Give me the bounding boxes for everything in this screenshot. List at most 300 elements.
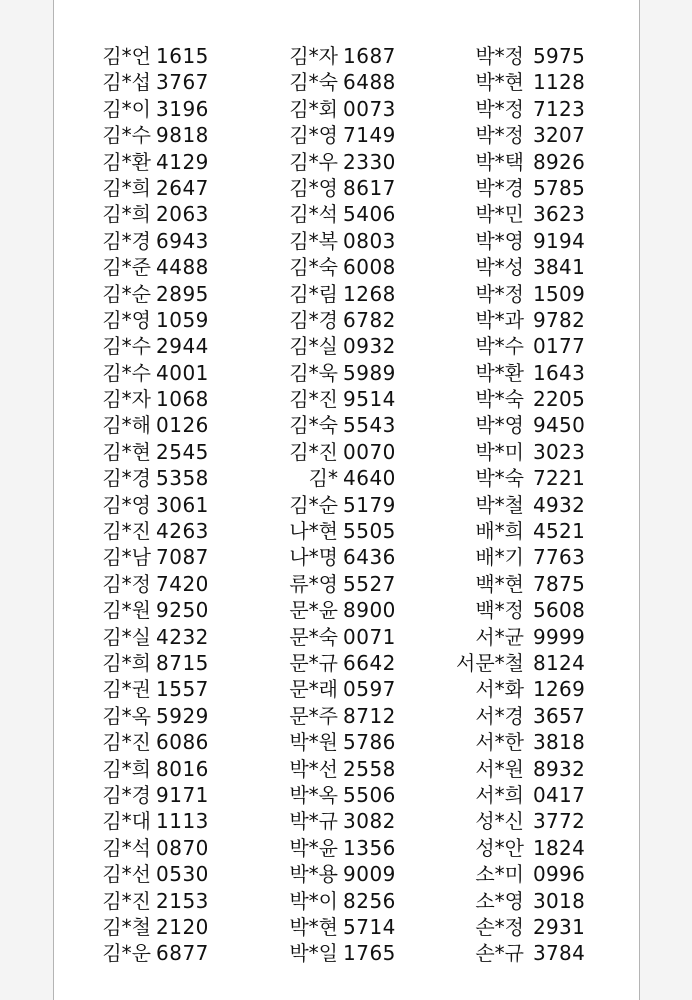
- masked-name: 박*원: [289, 730, 338, 755]
- list-item: [476, 597, 596, 623]
- list-item: [103, 307, 223, 333]
- list-item: [476, 122, 596, 148]
- masked-name: 서*경: [475, 703, 524, 728]
- masked-name: 서*원: [475, 756, 524, 781]
- masked-name: 박*선: [289, 756, 338, 781]
- phone-suffix-number: 8926: [533, 149, 586, 174]
- masked-name: 박*일: [289, 941, 338, 966]
- masked-name: 김*준: [102, 255, 151, 280]
- masked-name: 김*수: [102, 123, 151, 148]
- document-page: [53, 0, 640, 1000]
- masked-name: 김*순: [289, 492, 338, 517]
- masked-name: 김*옥: [102, 703, 151, 728]
- list-item: [103, 571, 223, 597]
- masked-name: 김*희: [102, 175, 151, 200]
- list-item: [290, 465, 410, 491]
- masked-name: 박*영: [475, 413, 524, 438]
- list-item: [476, 861, 596, 887]
- phone-suffix-number: 1765: [343, 941, 396, 966]
- list-item: [290, 888, 410, 914]
- phone-suffix-number: 1824: [533, 835, 586, 860]
- list-item: [476, 43, 596, 69]
- list-item: [103, 281, 223, 307]
- list-item: [103, 729, 223, 755]
- masked-name: 김*철: [102, 914, 151, 939]
- masked-name: 서*희: [475, 782, 524, 807]
- masked-name: 박*환: [475, 360, 524, 385]
- list-item: [476, 703, 596, 729]
- phone-suffix-number: 5714: [343, 914, 396, 939]
- masked-name: 문*규: [289, 650, 338, 675]
- phone-suffix-number: 5608: [533, 598, 586, 623]
- masked-name: 김*욱: [289, 360, 338, 385]
- phone-suffix-number: 5989: [343, 360, 396, 385]
- phone-suffix-number: 5786: [343, 730, 396, 755]
- phone-suffix-number: 3623: [533, 202, 586, 227]
- list-item: [290, 835, 410, 861]
- phone-suffix-number: 1356: [343, 835, 396, 860]
- masked-name: 김*자: [289, 44, 338, 68]
- masked-name: 문*숙: [289, 624, 338, 649]
- masked-name: 김*진: [289, 387, 338, 412]
- phone-suffix-number: 6436: [343, 545, 396, 570]
- list-item: [290, 676, 410, 702]
- list-item: [476, 281, 596, 307]
- masked-name: 김*언: [102, 44, 151, 68]
- list-item: [476, 360, 596, 386]
- phone-suffix-number: 5505: [343, 519, 396, 544]
- masked-name: 박*택: [475, 149, 524, 174]
- masked-name: 나*현: [289, 519, 338, 544]
- list-item: [290, 201, 410, 227]
- masked-name: 류*영: [289, 571, 338, 596]
- masked-name: 김*희: [102, 756, 151, 781]
- list-item: [290, 175, 410, 201]
- list-item: [476, 386, 596, 412]
- masked-name: 박*숙: [475, 466, 524, 491]
- list-item: [476, 544, 596, 570]
- list-item: [103, 439, 223, 465]
- list-item: [290, 571, 410, 597]
- phone-suffix-number: 2895: [156, 281, 209, 306]
- list-item: [476, 307, 596, 333]
- phone-suffix-number: 6086: [156, 730, 209, 755]
- list-item: [103, 69, 223, 95]
- phone-suffix-number: 3818: [533, 730, 586, 755]
- phone-suffix-number: 0597: [343, 677, 396, 702]
- phone-suffix-number: 3207: [533, 123, 586, 148]
- list-item: [103, 835, 223, 861]
- masked-name: 김*영: [102, 307, 151, 332]
- phone-suffix-number: 5975: [533, 44, 586, 68]
- phone-suffix-number: 9009: [343, 862, 396, 887]
- masked-name: 박*민: [475, 202, 524, 227]
- masked-name: 김*진: [289, 439, 338, 464]
- list-item: [290, 412, 410, 438]
- masked-name: 박*철: [475, 492, 524, 517]
- phone-suffix-number: 1615: [156, 44, 209, 68]
- masked-name: 김*회: [289, 96, 338, 121]
- masked-name: 김*해: [102, 413, 151, 438]
- phone-suffix-number: 2153: [156, 888, 209, 913]
- phone-suffix-number: 9999: [533, 624, 586, 649]
- phone-suffix-number: 8900: [343, 598, 396, 623]
- phone-suffix-number: 9194: [533, 228, 586, 253]
- list-item: [456, 650, 596, 676]
- phone-suffix-number: 5506: [343, 782, 396, 807]
- list-item: [290, 333, 410, 359]
- list-item: [290, 624, 410, 650]
- phone-suffix-number: 1557: [156, 677, 209, 702]
- masked-name: 김*경: [102, 228, 151, 253]
- phone-suffix-number: 0996: [533, 862, 586, 887]
- phone-suffix-number: 5406: [343, 202, 396, 227]
- masked-name: 김*영: [289, 123, 338, 148]
- phone-suffix-number: 7123: [533, 96, 586, 121]
- phone-suffix-number: 8016: [156, 756, 209, 781]
- phone-suffix-number: 3841: [533, 255, 586, 280]
- list-item: [476, 624, 596, 650]
- list-item: [103, 650, 223, 676]
- phone-suffix-number: 2545: [156, 439, 209, 464]
- list-item: [476, 756, 596, 782]
- list-item: [476, 835, 596, 861]
- masked-name: 배*기: [475, 545, 524, 570]
- masked-name: 김*정: [102, 571, 151, 596]
- list-item: [103, 96, 223, 122]
- phone-suffix-number: 8256: [343, 888, 396, 913]
- masked-name: 김*영: [289, 175, 338, 200]
- list-item: [103, 544, 223, 570]
- list-item: [103, 624, 223, 650]
- masked-name: 백*정: [475, 598, 524, 623]
- list-item: [103, 676, 223, 702]
- phone-suffix-number: 8617: [343, 175, 396, 200]
- list-item: [290, 492, 410, 518]
- phone-suffix-number: 0177: [533, 334, 586, 359]
- masked-name: 김*경: [289, 307, 338, 332]
- masked-name: 김*선: [102, 862, 151, 887]
- masked-name: 김*숙: [289, 70, 338, 95]
- list-item: [103, 756, 223, 782]
- phone-suffix-number: 1269: [533, 677, 586, 702]
- phone-suffix-number: 5929: [156, 703, 209, 728]
- list-item: [476, 254, 596, 280]
- list-item: [103, 465, 223, 491]
- phone-suffix-number: 2647: [156, 175, 209, 200]
- phone-suffix-number: 2944: [156, 334, 209, 359]
- phone-suffix-number: 3082: [343, 809, 396, 834]
- masked-name: 박*영: [475, 228, 524, 253]
- list-item: [290, 386, 410, 412]
- phone-suffix-number: 3018: [533, 888, 586, 913]
- masked-name: 김*석: [289, 202, 338, 227]
- list-item: [103, 518, 223, 544]
- list-item: [103, 122, 223, 148]
- phone-suffix-number: 0932: [343, 334, 396, 359]
- list-item: [476, 96, 596, 122]
- masked-name: 김*진: [102, 888, 151, 913]
- list-item: [290, 756, 410, 782]
- phone-suffix-number: 0126: [156, 413, 209, 438]
- phone-suffix-number: 0417: [533, 782, 586, 807]
- masked-name: 문*주: [289, 703, 338, 728]
- list-item: [290, 228, 410, 254]
- phone-suffix-number: 4129: [156, 149, 209, 174]
- name-list-column-2: [290, 43, 410, 967]
- phone-suffix-number: 6877: [156, 941, 209, 966]
- phone-suffix-number: 1268: [343, 281, 396, 306]
- phone-suffix-number: 1687: [343, 44, 396, 68]
- phone-suffix-number: 5785: [533, 175, 586, 200]
- list-item: [290, 96, 410, 122]
- phone-suffix-number: 3657: [533, 703, 586, 728]
- list-item: [103, 703, 223, 729]
- phone-suffix-number: 5358: [156, 466, 209, 491]
- phone-suffix-number: 7875: [533, 571, 586, 596]
- list-item: [103, 412, 223, 438]
- list-item: [290, 597, 410, 623]
- list-item: [476, 676, 596, 702]
- masked-name: 박*현: [475, 70, 524, 95]
- phone-suffix-number: 2205: [533, 387, 586, 412]
- list-item: [476, 201, 596, 227]
- list-item: [290, 518, 410, 544]
- list-item: [476, 465, 596, 491]
- list-item: [476, 228, 596, 254]
- masked-name: 소*미: [475, 862, 524, 887]
- masked-name: 김*경: [102, 782, 151, 807]
- phone-suffix-number: 6008: [343, 255, 396, 280]
- phone-suffix-number: 0071: [343, 624, 396, 649]
- phone-suffix-number: 9514: [343, 387, 396, 412]
- list-item: [290, 307, 410, 333]
- list-item: [103, 254, 223, 280]
- list-item: [290, 360, 410, 386]
- masked-name: 나*명: [289, 545, 338, 570]
- masked-name: 박*성: [475, 255, 524, 280]
- phone-suffix-number: 8932: [533, 756, 586, 781]
- masked-name: 김*: [308, 466, 338, 491]
- phone-suffix-number: 4488: [156, 255, 209, 280]
- list-item: [290, 544, 410, 570]
- phone-suffix-number: 9818: [156, 123, 209, 148]
- list-item: [103, 149, 223, 175]
- list-item: [290, 439, 410, 465]
- list-item: [290, 808, 410, 834]
- list-item: [476, 412, 596, 438]
- list-item: [476, 914, 596, 940]
- masked-name: 성*신: [475, 809, 524, 834]
- list-item: [103, 360, 223, 386]
- phone-suffix-number: 7763: [533, 545, 586, 570]
- masked-name: 김*현: [102, 439, 151, 464]
- masked-name: 김*숙: [289, 413, 338, 438]
- list-item: [476, 808, 596, 834]
- masked-name: 김*숙: [289, 255, 338, 280]
- masked-name: 서*균: [475, 624, 524, 649]
- list-item: [476, 149, 596, 175]
- phone-suffix-number: 1509: [533, 281, 586, 306]
- masked-name: 김*자: [102, 387, 151, 412]
- list-item: [103, 43, 223, 69]
- masked-name: 서문*철: [456, 650, 524, 675]
- phone-suffix-number: 3767: [156, 70, 209, 95]
- list-item: [476, 333, 596, 359]
- list-item: [476, 782, 596, 808]
- masked-name: 김*대: [102, 809, 151, 834]
- list-item: [290, 69, 410, 95]
- masked-name: 박*과: [475, 307, 524, 332]
- list-item: [290, 254, 410, 280]
- phone-suffix-number: 1059: [156, 307, 209, 332]
- masked-name: 박*이: [289, 888, 338, 913]
- masked-name: 박*정: [475, 96, 524, 121]
- masked-name: 김*수: [102, 360, 151, 385]
- masked-name: 김*희: [102, 650, 151, 675]
- phone-suffix-number: 4232: [156, 624, 209, 649]
- masked-name: 박*현: [289, 914, 338, 939]
- masked-name: 백*현: [475, 571, 524, 596]
- masked-name: 박*규: [289, 809, 338, 834]
- phone-suffix-number: 5527: [343, 571, 396, 596]
- phone-suffix-number: 8712: [343, 703, 396, 728]
- phone-suffix-number: 7149: [343, 123, 396, 148]
- phone-suffix-number: 4640: [343, 466, 396, 491]
- list-item: [476, 492, 596, 518]
- masked-name: 김*림: [289, 281, 338, 306]
- list-item: [103, 782, 223, 808]
- phone-suffix-number: 3772: [533, 809, 586, 834]
- list-item: [476, 940, 596, 966]
- name-list-column-3: [456, 43, 596, 967]
- list-item: [103, 492, 223, 518]
- phone-suffix-number: 8715: [156, 650, 209, 675]
- masked-name: 김*실: [289, 334, 338, 359]
- list-item: [476, 439, 596, 465]
- phone-suffix-number: 3784: [533, 941, 586, 966]
- masked-name: 김*진: [102, 519, 151, 544]
- phone-suffix-number: 6642: [343, 650, 396, 675]
- masked-name: 김*운: [102, 941, 151, 966]
- masked-name: 김*이: [102, 96, 151, 121]
- phone-suffix-number: 0073: [343, 96, 396, 121]
- masked-name: 김*복: [289, 228, 338, 253]
- masked-name: 손*규: [475, 941, 524, 966]
- phone-suffix-number: 7420: [156, 571, 209, 596]
- phone-suffix-number: 2330: [343, 149, 396, 174]
- phone-suffix-number: 9171: [156, 782, 209, 807]
- phone-suffix-number: 4263: [156, 519, 209, 544]
- list-item: [290, 43, 410, 69]
- list-item: [103, 597, 223, 623]
- name-list-column-1: [103, 43, 223, 967]
- list-item: [103, 201, 223, 227]
- phone-suffix-number: 9450: [533, 413, 586, 438]
- phone-suffix-number: 3023: [533, 439, 586, 464]
- list-item: [103, 888, 223, 914]
- masked-name: 김*수: [102, 334, 151, 359]
- masked-name: 김*환: [102, 149, 151, 174]
- phone-suffix-number: 6488: [343, 70, 396, 95]
- phone-suffix-number: 0803: [343, 228, 396, 253]
- masked-name: 박*미: [475, 439, 524, 464]
- list-item: [290, 650, 410, 676]
- list-item: [103, 808, 223, 834]
- masked-name: 박*윤: [289, 835, 338, 860]
- phone-suffix-number: 4001: [156, 360, 209, 385]
- phone-suffix-number: 5543: [343, 413, 396, 438]
- masked-name: 손*정: [475, 914, 524, 939]
- masked-name: 박*옥: [289, 782, 338, 807]
- list-item: [290, 703, 410, 729]
- phone-suffix-number: 2558: [343, 756, 396, 781]
- masked-name: 박*정: [475, 123, 524, 148]
- masked-name: 박*정: [475, 281, 524, 306]
- phone-suffix-number: 9782: [533, 307, 586, 332]
- phone-suffix-number: 6782: [343, 307, 396, 332]
- list-item: [476, 69, 596, 95]
- masked-name: 성*안: [475, 835, 524, 860]
- masked-name: 김*원: [102, 598, 151, 623]
- phone-suffix-number: 1643: [533, 360, 586, 385]
- masked-name: 서*화: [475, 677, 524, 702]
- masked-name: 김*실: [102, 624, 151, 649]
- masked-name: 김*순: [102, 281, 151, 306]
- list-item: [103, 175, 223, 201]
- masked-name: 김*진: [102, 730, 151, 755]
- list-item: [290, 281, 410, 307]
- list-item: [103, 386, 223, 412]
- list-item: [103, 228, 223, 254]
- masked-name: 박*정: [475, 44, 524, 68]
- list-item: [103, 861, 223, 887]
- list-item: [476, 175, 596, 201]
- phone-suffix-number: 7087: [156, 545, 209, 570]
- masked-name: 문*윤: [289, 598, 338, 623]
- list-item: [476, 571, 596, 597]
- masked-name: 소*영: [475, 888, 524, 913]
- list-item: [290, 782, 410, 808]
- phone-suffix-number: 3061: [156, 492, 209, 517]
- list-item: [290, 940, 410, 966]
- masked-name: 김*희: [102, 202, 151, 227]
- masked-name: 김*섭: [102, 70, 151, 95]
- list-item: [290, 861, 410, 887]
- list-item: [290, 122, 410, 148]
- list-item: [103, 914, 223, 940]
- list-item: [290, 729, 410, 755]
- phone-suffix-number: 4932: [533, 492, 586, 517]
- masked-name: 김*우: [289, 149, 338, 174]
- phone-suffix-number: 9250: [156, 598, 209, 623]
- phone-suffix-number: 0530: [156, 862, 209, 887]
- masked-name: 서*한: [475, 730, 524, 755]
- phone-suffix-number: 5179: [343, 492, 396, 517]
- list-item: [290, 914, 410, 940]
- phone-suffix-number: 3196: [156, 96, 209, 121]
- phone-suffix-number: 8124: [533, 650, 586, 675]
- masked-name: 박*용: [289, 862, 338, 887]
- phone-suffix-number: 1113: [156, 809, 209, 834]
- phone-suffix-number: 7221: [533, 466, 586, 491]
- masked-name: 김*남: [102, 545, 151, 570]
- masked-name: 박*숙: [475, 387, 524, 412]
- list-item: [476, 518, 596, 544]
- list-item: [103, 940, 223, 966]
- masked-name: 김*석: [102, 835, 151, 860]
- masked-name: 문*래: [289, 677, 338, 702]
